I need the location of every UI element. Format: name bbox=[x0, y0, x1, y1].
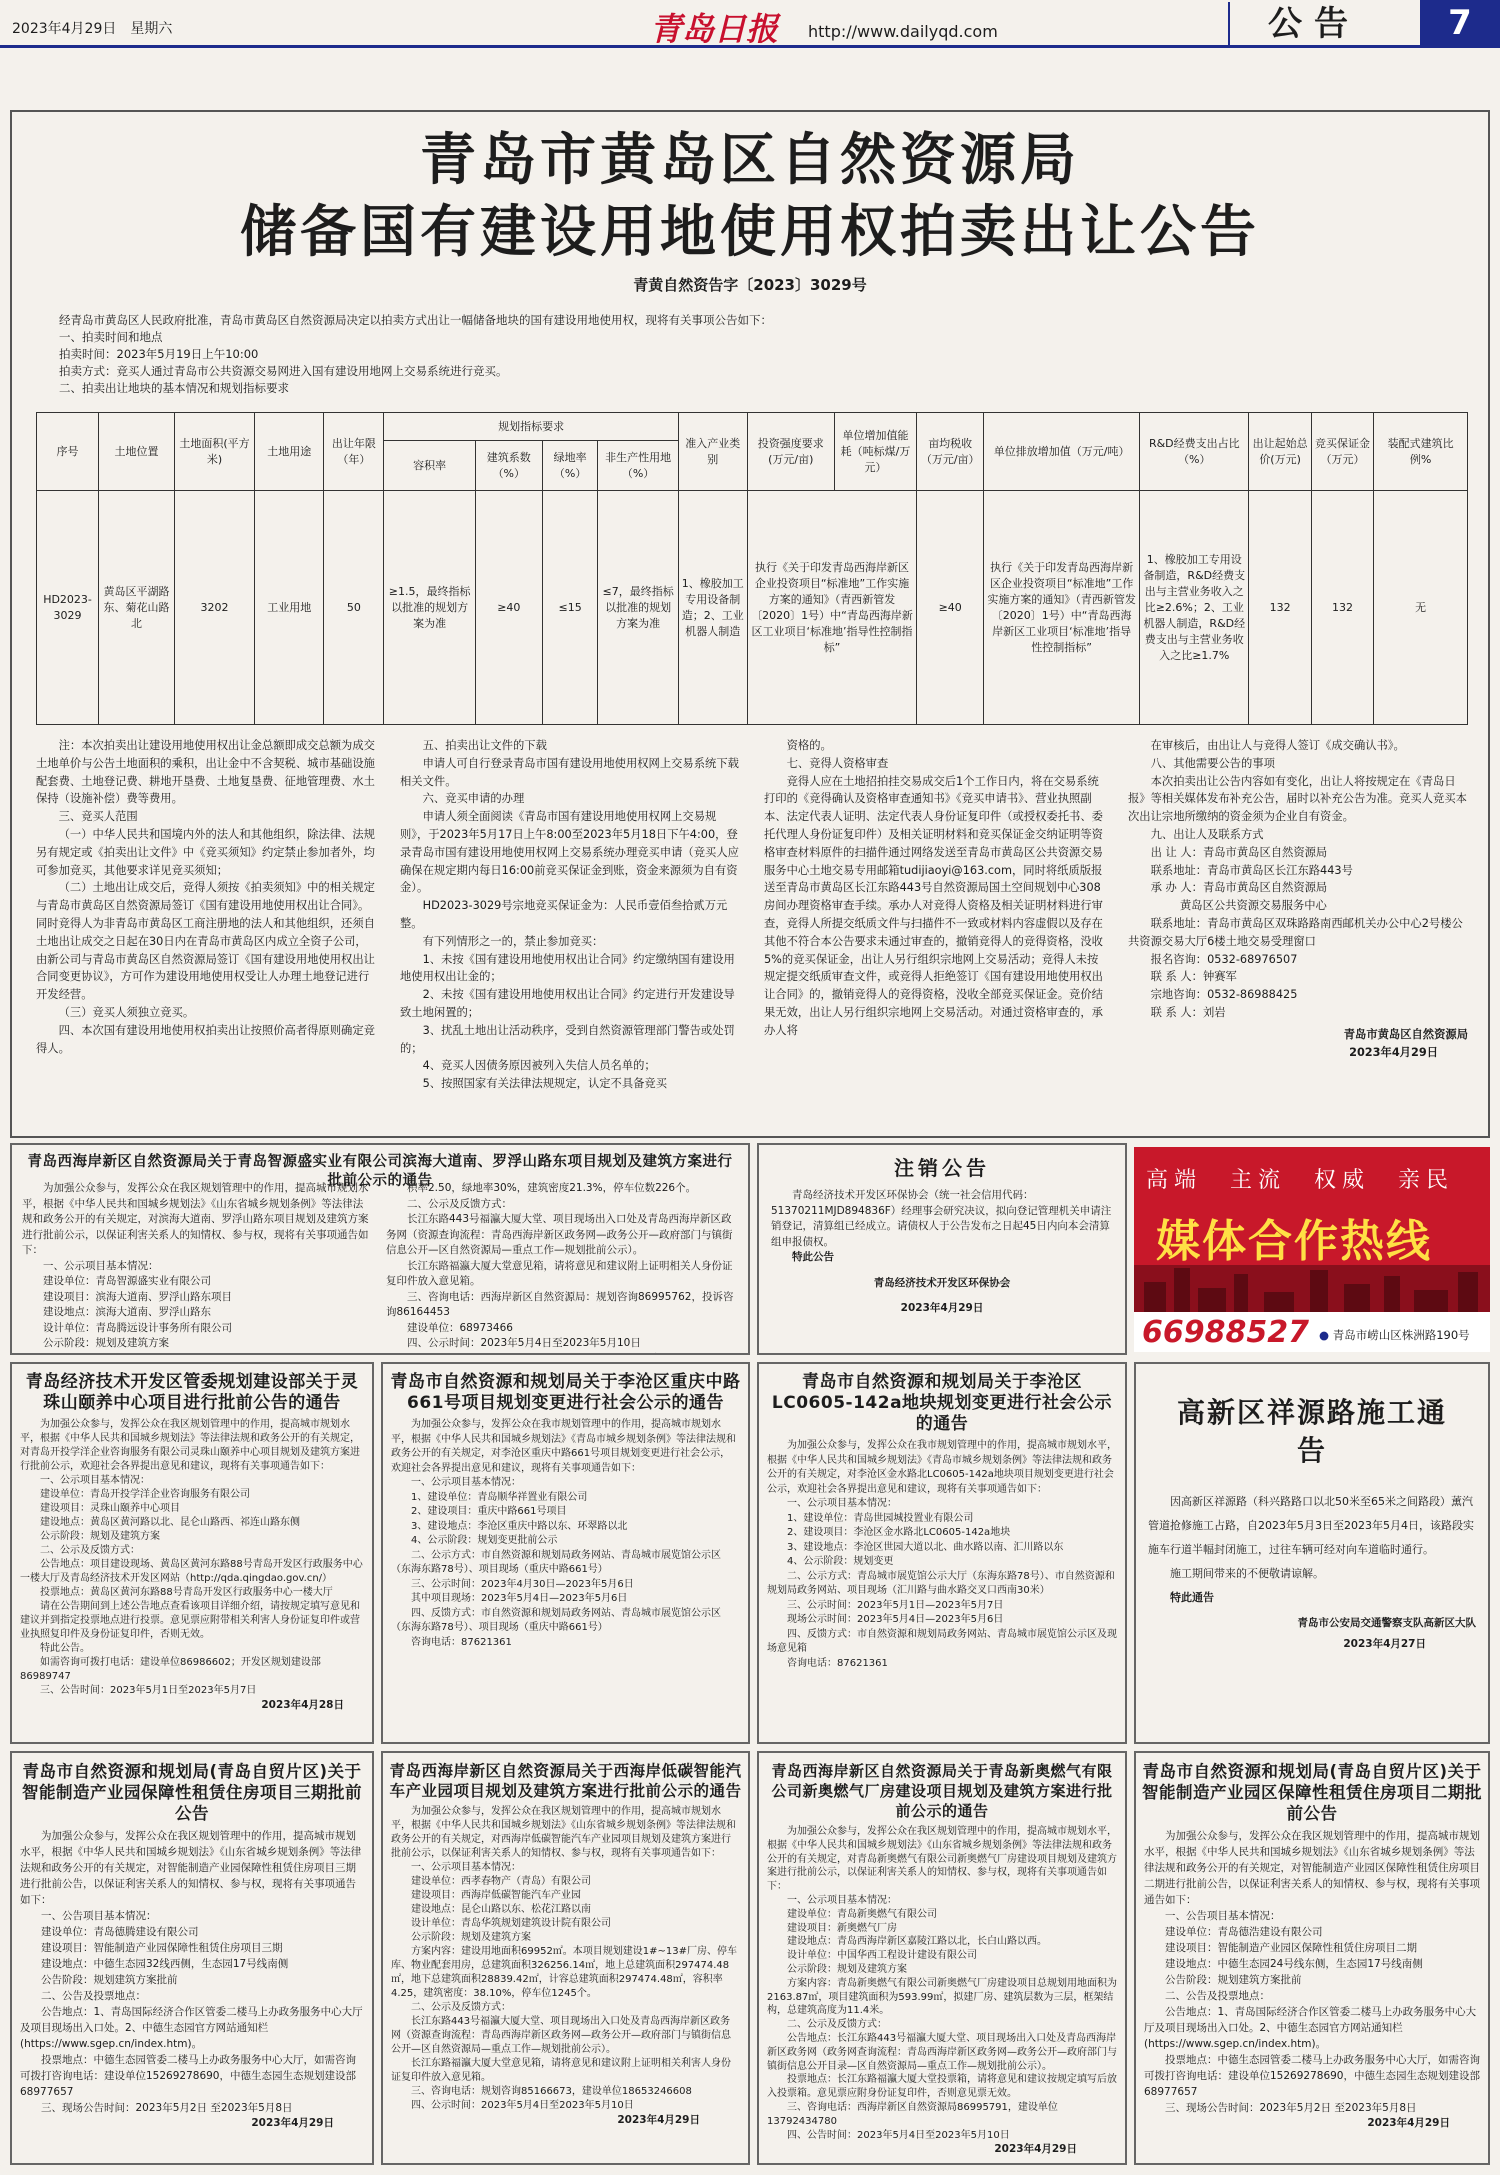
body-paragraph: 注：本次拍卖出让建设用地使用权出让金总额即成交总额为成交土地单价与公告土地面积的乘积，出让金中不含契税、城市基础设施配套费、土地登记费、耕地开垦费、土地复垦费、征地管理费、水土保持（设施补偿）费等费用。 bbox=[36, 739, 375, 806]
notice-low-carbon-auto bbox=[381, 1751, 750, 2165]
table-header: 单位排放增加值（万元/吨） bbox=[984, 413, 1140, 491]
body-paragraph: 二、公示及反馈方式： bbox=[40, 1545, 140, 1556]
table-cell: 1、橡胶加工专用设备制造；2、工业机器人制造 bbox=[678, 491, 747, 725]
notice-body bbox=[1148, 1490, 1476, 1652]
body-paragraph: 有下列情形之一的，禁止参加竞买： bbox=[422, 934, 604, 948]
body-paragraph: 在审核后，由出让人与竞得人签订《成交确认书》。 bbox=[1150, 739, 1405, 752]
media-cooperation-ad[interactable] bbox=[1134, 1147, 1490, 1352]
table-cell: HD2023-3029 bbox=[37, 491, 99, 725]
body-paragraph: 二、公示及反馈方式： bbox=[787, 2019, 887, 2031]
body-paragraph: 四、反馈方式：市自然资源和规划局政务网站、青岛城市展览馆公示区及现场意见箱 bbox=[767, 1628, 1117, 1654]
body-paragraph: 4、公示阶段：规划变更批前公示 bbox=[411, 1535, 558, 1546]
table-header: 土地位置 bbox=[99, 413, 175, 491]
body-paragraph: 建设项目：智能制造产业园区保障性租赁住房项目二期 bbox=[1165, 1942, 1417, 1954]
table-header: 土地用途 bbox=[255, 413, 324, 491]
body-paragraph: 公告地点：项目建设现场、黄岛区黄河东路88号青岛开发区行政服务中心一楼大厅及青岛经济技术开发区网站（http://qda.qingdao.gov.cn/） bbox=[20, 1559, 363, 1584]
table-cell: 132 bbox=[1249, 491, 1311, 725]
body-paragraph: 联系地址：青岛市黄岛区双珠路路南西邮机关办公中心2号楼公共资源交易大厅6楼土地交易受理窗口 bbox=[1128, 916, 1463, 948]
body-paragraph: 黄岛区公共资源交易服务中心 bbox=[1179, 899, 1327, 913]
body-paragraph: 一、公示项目基本情况： bbox=[43, 1259, 159, 1272]
table-header: 出让年限（年） bbox=[324, 413, 384, 491]
body-paragraph: 为加强公众参与，发挥公众在我区规划管理中的作用，提高城市规划水平，根据《中华人民共和国城乡规划法》《山东省城乡规划条例》等法律法规和政务公开的有关规定，对西海岸低碳智能汽车产业园项目规划及建筑方案进行批前公示，以保证利害关系人的知情权、参与权，现将有关事项通告如下： bbox=[391, 1806, 736, 1859]
body-paragraph: 长江东路福瀛大厦大堂意见箱，请将意见和建议附上证明相关人身份证复印件放入意见箱。 bbox=[386, 1259, 733, 1287]
table-header: 竞买保证金（万元） bbox=[1311, 413, 1373, 491]
body-paragraph: 施工期间带来的不便敬请谅解。 bbox=[1170, 1567, 1324, 1580]
body-paragraph: 特此公告 bbox=[792, 1251, 834, 1263]
body-paragraph: 三、咨询电话：西海岸新区自然资源局：规划咨询86995762，投诉咨询86164453 bbox=[386, 1290, 734, 1318]
body-paragraph: 其中项目现场：2023年5月4日—2023年5月6日 bbox=[411, 1593, 628, 1604]
table-header: 序号 bbox=[37, 413, 99, 491]
text-column bbox=[400, 737, 740, 1093]
body-paragraph: 1、未按《国有建设用地使用权出让合同》约定缴纳国有建设用地使用权出让金的； bbox=[400, 952, 735, 984]
body-paragraph: 三、现场公告时间：2023年5月2日 至2023年5月8日 bbox=[41, 2102, 293, 2114]
body-paragraph: 建设单位：西孝春物产（青岛）有限公司 bbox=[411, 1876, 591, 1887]
body-paragraph: 青岛经济技术开发区环保协会（统一社会信用代码：51370211MJD894836F）经理事会研究决议，拟向登记管理机关申请注销登记，清算组已经成立。请债权人于公告发布之日起45日内向本会清算组申报债权。 bbox=[771, 1189, 1112, 1248]
notice-chongqing-road bbox=[381, 1362, 750, 1744]
body-paragraph: 现场公示时间：2023年5月4日—2023年5月6日 bbox=[787, 1614, 1004, 1625]
body-paragraph: 特此通告 bbox=[1170, 1591, 1214, 1604]
body-paragraph: 建设地点：中德生态园32线西侧，生态园17号线南侧 bbox=[41, 1958, 289, 1970]
signature: 青岛市公安局交通警察支队高新区大队 bbox=[1297, 1617, 1476, 1629]
table-row bbox=[37, 491, 1468, 725]
body-paragraph: 设计单位：青岛华筑规划建筑设计院有限公司 bbox=[411, 1918, 611, 1929]
intro-paragraph: 二、拍卖出让地块的基本情况和规划指标要求 bbox=[59, 381, 289, 395]
body-paragraph: 公示阶段：规划及建筑方案 bbox=[40, 1531, 160, 1542]
body-paragraph: 四、反馈方式：市自然资源和规划局政务网站、青岛城市展览馆公示区（东海东路78号）、项目现场（重庆中路661号） bbox=[391, 1607, 721, 1633]
table-header: 绿地率（%） bbox=[542, 441, 598, 491]
body-paragraph: 投票地点：黄岛区黄河东路88号青岛开发区行政服务中心一楼大厅 bbox=[40, 1587, 333, 1598]
body-paragraph: 建设单位：青岛德腾建设有限公司 bbox=[41, 1926, 199, 1938]
notice-title: 青岛西海岸新区自然资源局关于西海岸低碳智能汽车产业园项目规划及建筑方案进行批前公示的通告 bbox=[389, 1762, 742, 1800]
body-paragraph: 公示阶段：规划及建筑方案 bbox=[43, 1337, 169, 1349]
table-header: 准入产业类别 bbox=[678, 413, 747, 491]
body-paragraph: HD2023-3029号宗地竞买保证金为：人民币壹佰叁拾贰万元整。 bbox=[400, 899, 728, 930]
table-cell: 无 bbox=[1374, 491, 1468, 725]
body-paragraph: 建设项目：西海岸低碳智能汽车产业园 bbox=[411, 1890, 581, 1901]
body-paragraph: 四、公示时间：2023年5月4日至2023年5月10日 bbox=[407, 1337, 641, 1349]
notice-housing-phase3 bbox=[10, 1751, 374, 2165]
body-paragraph: 九、出让人及联系方式 bbox=[1150, 827, 1264, 841]
body-paragraph: 二、公告及投票地点： bbox=[41, 1990, 146, 2002]
body-paragraph: 建设地点：滨海大道南、罗浮山路东 bbox=[43, 1306, 211, 1318]
notice-title: 青岛市自然资源和规划局(青岛自贸片区)关于智能制造产业园保障性租赁住房项目三期批前公告 bbox=[22, 1762, 362, 1823]
website-link[interactable]: http://www.dailyqd.com bbox=[808, 22, 998, 41]
notice-body bbox=[20, 1418, 364, 1713]
issue-date: 2023年4月29日 星期六 bbox=[12, 21, 173, 37]
body-paragraph: 六、竞买申请的办理 bbox=[422, 792, 525, 806]
signature-date: 2023年4月29日 bbox=[1349, 1045, 1438, 1059]
body-paragraph: 建设地点：黄岛区黄河路以北、昆仑山路西、祁连山路东侧 bbox=[40, 1517, 300, 1528]
table-cell: 1、橡胶加工专用设备制造，R&D经费支出与主营业务收入之比≥2.6%；2、工业机器人制造，R&D经费支出与主营业务收入之比≥1.7% bbox=[1140, 491, 1249, 725]
body-paragraph: 一、公示项目基本情况： bbox=[787, 1894, 897, 1906]
body-paragraph: 投票地点：长江东路福瀛大厦大堂投票箱，请将意见和建议按规定填写后放入投票箱。意见票应附身份证复印件，否则意见票无效。 bbox=[767, 2074, 1117, 2100]
body-paragraph: 建设项目：智能制造产业园保障性租赁住房项目三期 bbox=[41, 1942, 283, 1954]
table-header: 装配式建筑比例% bbox=[1374, 413, 1468, 491]
body-paragraph: 一、公示项目基本情况： bbox=[787, 1498, 897, 1509]
table-header: 非生产性用地（%） bbox=[598, 441, 678, 491]
table-header: 单位增加值能耗（吨标煤/万元） bbox=[834, 413, 916, 491]
body-paragraph: 公告地点：1、青岛国际经济合作区管委二楼马上办政务服务中心大厅及项目现场出入口处。2、中德生态园官方网站通知栏(https://www.sgep.cn/index.htm)。 bbox=[20, 2006, 363, 2050]
notice-date bbox=[386, 1352, 736, 1356]
body-paragraph: 建设地点：青岛西海岸新区嘉陵江路以北，长白山路以西。 bbox=[787, 1936, 1047, 1948]
body-paragraph: 四、公告时间：2023年5月4日至2023年5月10日 bbox=[787, 2129, 1010, 2141]
land-spec-table bbox=[36, 412, 1468, 725]
body-paragraph: 承 办 人：青岛市黄岛区自然资源局 bbox=[1150, 881, 1328, 895]
signature: 青岛经济技术开发区环保协会 bbox=[873, 1276, 1011, 1289]
notice-body bbox=[767, 1825, 1117, 2157]
notice-title: 注销公告 bbox=[894, 1156, 990, 1180]
body-paragraph: 1、建设单位：青岛世园城投置业有限公司 bbox=[787, 1512, 974, 1524]
body-paragraph: 本次拍卖出让公告内容如有变化，出让人将按规定在《青岛日报》等相关媒体发布补充公告，届时以补充公告为准。竞买人竞买本次出让宗地所缴纳的资金须为企业自有资金。 bbox=[1128, 774, 1467, 824]
ad-phone[interactable]: 66988527 bbox=[1142, 1315, 1309, 1350]
body-paragraph: 公告阶段：规划建筑方案批前 bbox=[41, 1974, 178, 1986]
body-paragraph: 报名咨询：0532-68976507 bbox=[1150, 952, 1298, 966]
notice-lc0605 bbox=[757, 1362, 1127, 1744]
table-header: 规划指标要求 bbox=[384, 413, 678, 441]
body-paragraph: 为加强公众参与，发挥公众在我市规划管理中的作用，提高城市规划水平，根据《中华人民共和国城乡规划法》《青岛市城乡规划条例》等法律法规和政务公开的有关规定，对李沧区金水路北LC0605-142a地块项目规划变更进行社会公示，欢迎社会各界提出意见和建议，现将有关事项通告如下： bbox=[767, 1440, 1117, 1495]
body-paragraph: 联系地址：青岛市黄岛区长江东路443号 bbox=[1150, 863, 1353, 877]
body-paragraph: 为加强公众参与，发挥公众在我区规划管理中的作用，提高城市规划水平，根据《中华人民共和国城乡规划法》《山东省城乡规划条例》等法律法规和政务公开的有关规定，对智能制造产业园保障性租赁住房项目三期进行批前公告，以保证利害关系人的知情权、参与权，现将有关事项通告如下： bbox=[20, 1830, 362, 1906]
page-number: 7 bbox=[1420, 0, 1500, 46]
table-cell: ≥40 bbox=[475, 491, 542, 725]
body-paragraph: 四、本次国有建设用地使用权拍卖出让按照价高者得原则确定竞得人。 bbox=[36, 1023, 375, 1055]
notice-housing-phase2 bbox=[1134, 1751, 1490, 2165]
table-header: 投资强度要求(万元/亩) bbox=[747, 413, 834, 491]
body-paragraph: 方案内容：建设用地面积69952㎡。本项目规划建设1#~13#厂房、停车库、物业配套用房，总建筑面积326256.14㎡，地上总建筑面积297474.48㎡，地下总建筑面积28839.42㎡，计容总建筑面积297474.48㎡，容积率4.25，建筑密度：38.10%，停车位1245个。 bbox=[391, 1946, 738, 1999]
body-paragraph: 建设单位：青岛新奥燃气有限公司 bbox=[787, 1908, 937, 1920]
body-paragraph: 三、咨询电话：西海岸新区自然资源局86995791，建设单位13792434780 bbox=[767, 2101, 1058, 2127]
notice-column bbox=[386, 1181, 736, 1355]
notice-date: 2023年4月29日 bbox=[900, 1301, 984, 1314]
intro-paragraph: 经青岛市黄岛区人民政府批准，青岛市黄岛区自然资源局决定以拍卖方式出让一幅储备地块的国有建设用地使用权，现将有关事项公告如下： bbox=[59, 313, 772, 327]
body-paragraph: 为加强公众参与，发挥公众在我区规划管理中的作用，提高城市规划水平，根据《中华人民共和国城乡规划法》《山东省城乡规划条例》等法律法规和政务公开的有关规定，对滨海大道南、罗浮山路东项目规划及建筑方案进行批前公示，以保证利害关系人的知情权、参与权，现将有关事项通告如下： bbox=[22, 1182, 369, 1256]
body-paragraph: 2、未按《国有建设用地使用权出让合同》约定进行开发建设导致土地闲置的； bbox=[400, 988, 735, 1019]
body-paragraph: 公告阶段：规划建筑方案批前 bbox=[1165, 1974, 1302, 1986]
notice-date: 2023年4月29日 bbox=[1367, 2117, 1450, 2129]
body-paragraph: 2、建设项目：重庆中路661号项目 bbox=[411, 1506, 567, 1517]
notice-date: 2023年4月28日 bbox=[261, 1699, 344, 1711]
body-paragraph: 建设地点：中德生态园24号线东侧，生态园17号线南侧 bbox=[1165, 1958, 1423, 1970]
land-auction-notice bbox=[10, 110, 1490, 1138]
notice-body bbox=[20, 1828, 364, 2131]
body-paragraph: 竞得人应在土地招拍挂交易成交后1个工作日内，将在交易系统打印的《竞得确认及资格审查通知书》《竞买申请书》、营业执照副本、法定代表人证明、法定代表人身份证复印件（或授权委托书、委托代理人身份证复印件）及相关证明材料和竞买保证金交纳证明等资格审查材料原件的扫描件通过网络发送至青岛市黄岛区公共资源交易服务中心土地交易专用邮箱tudijiaoyi@163.com，同时将纸质版报送至青岛市黄岛区长江东路443号自然资源局国土空间规划中心308房间办理资格审查手续。承办人对竞得人资格及相关证明材料进行审查，竞得人所提交纸质文件与扫描件不一致或材料内容虚假以及存在其他不符合本公告要求未通过审查的，撤销竞得人的竞得资格，没收5%的竞买保证金，出让人另行组织宗地网上交易活动；竞得人未按规定提交纸质审查文件，或竞得人拒绝签订《国有建设用地使用权出让合同》的，撤销竞得人的竞得资格，没收全部竞买保证金。竞价结果无效，出让人另行组织宗地网上交易活动。对通过资格审查的，承办人将 bbox=[764, 774, 1103, 1037]
notice-body bbox=[391, 1418, 740, 1650]
body-paragraph: 为加强公众参与，发挥公众在我市规划管理中的作用，提高城市规划水平，根据《中华人民共和国城乡规划法》《青岛市城乡规划条例》等法律法规和政务公开的有关规定，对李沧区重庆中路661号项目规划变更进行社会公示，欢迎社会各界提出意见和建议，现将有关事项通告如下： bbox=[391, 1419, 736, 1474]
body-paragraph: 一、公示项目基本情况： bbox=[411, 1862, 521, 1873]
body-paragraph: 三、咨询电话：规划咨询85166673，建设单位18653246608 bbox=[411, 2086, 692, 2097]
body-paragraph: 二、公示及反馈方式： bbox=[411, 2002, 511, 2013]
body-paragraph: 1、建设单位：青岛顺华祥置业有限公司 bbox=[411, 1491, 588, 1503]
section-name: 公告 bbox=[1228, 2, 1398, 46]
table-cell: ≥40 bbox=[917, 491, 984, 725]
body-paragraph: 二、公示及反馈方式： bbox=[407, 1197, 512, 1210]
location-pin-icon: ● bbox=[1319, 1328, 1330, 1342]
notice-intro bbox=[36, 312, 1476, 397]
body-paragraph: 方案内容：青岛新奥燃气有限公司新奥燃气厂房建设项目总规划用地面积为2163.87㎡，项目建筑面积为593.99㎡，拟建厂房、建筑层数为三层，框架结构，总建筑高度为11.4米。 bbox=[767, 1977, 1117, 2017]
body-paragraph: 3、扰乱土地出让活动秩序，受到自然资源管理部门警告或处罚的； bbox=[400, 1023, 735, 1055]
table-cell: 3202 bbox=[174, 491, 254, 725]
body-paragraph: 长江东路443号福瀛大厦大堂、项目现场出入口处及青岛西海岸新区政务网（资源查询流程：青岛西海岸新区政务网—政务公开—政府部门与镇街信息公开—区自然资源局—重点工作—规划批前公示）。 bbox=[391, 2016, 731, 2055]
skyline-graphic bbox=[1134, 1265, 1490, 1312]
notice-title: 青岛市自然资源和规划局关于李沧区LC0605-142a地块规划变更进行社会公示的通告 bbox=[771, 1372, 1113, 1434]
table-cell: 工业用地 bbox=[255, 491, 324, 725]
table-header: 建筑系数（%） bbox=[475, 441, 542, 491]
notice-date: 2023年4月27日 bbox=[1343, 1638, 1426, 1650]
notice-title: 青岛经济技术开发区管委规划建设部关于灵珠山颐养中心项目进行批前公告的通告 bbox=[25, 1372, 359, 1413]
body-paragraph: 二、公告及投票地点： bbox=[1165, 1990, 1270, 2002]
body-paragraph: 建设项目：新奥燃气厂房 bbox=[787, 1922, 897, 1934]
ad-address bbox=[1319, 1327, 1470, 1343]
body-paragraph: 公告地点：1、青岛国际经济合作区管委二楼马上办政务服务中心大厅及项目现场出入口处。2、中德生态园官方网站通知栏(https://www.sgep.cn/index.htm)。 bbox=[1144, 2006, 1477, 2050]
body-paragraph: 请在公告期间到上述公告地点查看该项目详细介绍，请按规定填写意见和建议并到指定投票地点进行投票。意见票应附带相关利害人身份证复印件或营业执照复印件及身份证复印件，否则无效。 bbox=[20, 1601, 360, 1640]
notice-body bbox=[771, 1188, 1113, 1316]
notice-date: 2023年4月29日 bbox=[617, 2114, 700, 2126]
newspaper-logo: 青岛日报 bbox=[650, 10, 779, 48]
intro-paragraph: 拍卖时间：2023年5月19日上午10:00 bbox=[59, 347, 259, 361]
table-cell: ≤15 bbox=[542, 491, 598, 725]
body-paragraph: 三、竞买人范围 bbox=[58, 810, 138, 824]
body-paragraph: 长江东路443号福瀛大厦大堂、项目现场出入口处及青岛西海岸新区政务网（资源查询流程：青岛西海岸新区政务网—政务公开—政府部门与镇街信息公开—区自然资源局—重点工作—规划批前公示）。 bbox=[386, 1213, 733, 1256]
notice-xiangyuan-road bbox=[1134, 1362, 1490, 1744]
table-header: 出让起始总价(万元) bbox=[1249, 413, 1311, 491]
notice-column bbox=[22, 1181, 372, 1355]
table-cell: 执行《关于印发青岛西海岸新区企业投资项目“标准地”工作实施方案的通知》（青西新管发〔2020〕1号）中“青岛西海岸新区工业项目‘标准地’指导性控制指标” bbox=[747, 491, 916, 725]
notice-lingzhushan bbox=[10, 1362, 374, 1744]
body-paragraph: （三）竞买人须独立竞买。 bbox=[58, 1005, 195, 1019]
body-paragraph: 建设单位：青岛智源盛实业有限公司 bbox=[43, 1275, 211, 1287]
body-paragraph: （一）中华人民共和国境内外的法人和其他组织，除法律、法规另有规定或《拍卖出让文件》中《竞买须知》约定禁止参加者外，均可参加竞买，其他要求详见竞买须知； bbox=[36, 827, 375, 877]
body-paragraph: 建设单位：68973466 bbox=[407, 1321, 513, 1334]
body-paragraph: 联 系 人：钟赛军 bbox=[1150, 970, 1237, 984]
body-paragraph: 资格的。 bbox=[786, 739, 832, 752]
table-header: R&D经费支出占比（%） bbox=[1140, 413, 1249, 491]
body-paragraph: 公告地点：长江东路443号福瀛大厦大堂、项目现场出入口处及青岛西海岸新区政务网（政务网查询流程：青岛西海岸新区政务网—政务公开—政府部门与镇街信息公开目录—区自然资源局—重点工作—规划批前公示）。 bbox=[767, 2032, 1117, 2072]
body-paragraph: 投票地点：中德生态园管委二楼马上办政务服务中心大厅，如需咨询可拨打咨询电话：建设单位15269278690，中德生态园生态规划建设部68977657 bbox=[20, 2054, 356, 2098]
document-number: 青黄自然资告字〔2023〕3029号 bbox=[633, 276, 867, 294]
body-paragraph: 为加强公众参与，发挥公众在我区规划管理中的作用，提高城市规划水平，根据《中华人民共和国城乡规划法》《山东省城乡规划条例》等法律法规和政务公开的有关规定，对青岛新奥燃气有限公司新奥燃气厂房建设项目规划及建筑方案进行批前公示，以保证利害关系人的知情权、参与权，现将有关事项通告如下： bbox=[767, 1826, 1117, 1893]
notice-deregistration bbox=[757, 1143, 1127, 1355]
body-paragraph: 特此公告。 bbox=[40, 1643, 90, 1654]
notice-title: 高新区祥源路施工通告 bbox=[1176, 1396, 1447, 1467]
body-paragraph: 三、公示时间：2023年5月1日—2023年5月7日 bbox=[787, 1599, 1004, 1611]
notice-date: 2023年4月29日 bbox=[994, 2143, 1077, 2156]
table-cell: 执行《关于印发青岛西海岸新区企业投资项目“标准地”工作实施方案的通知》（青西新管发〔2020〕1号）中“青岛西海岸新区工业项目‘标准地’指导性控制指标” bbox=[984, 491, 1140, 725]
body-paragraph: 2、建设项目：李沧区金水路北LC0605-142a地块 bbox=[787, 1527, 1011, 1538]
body-paragraph: 4、公示阶段：规划变更 bbox=[787, 1556, 894, 1567]
notice-body bbox=[1144, 1828, 1480, 2131]
body-paragraph: 三、公示时间：2023年4月30日—2023年5月6日 bbox=[411, 1578, 634, 1590]
table-cell: ≤7，最终指标以批准的规划方案为准 bbox=[598, 491, 678, 725]
intro-paragraph: 拍卖方式：竞买人通过青岛市公共资源交易网进入国有建设用地网上交易系统进行竞买。 bbox=[59, 364, 508, 378]
body-paragraph: 一、公告项目基本情况： bbox=[1165, 1910, 1281, 1922]
table-cell: 黄岛区平湖路东、菊花山路北 bbox=[99, 491, 175, 725]
body-paragraph: 设计单位：青岛腾远设计事务所有限公司 bbox=[43, 1321, 232, 1334]
notice-body bbox=[36, 737, 1468, 1132]
notice-date: 2023年4月29日 bbox=[251, 2117, 334, 2129]
body-paragraph: 因高新区祥源路（科兴路路口以北50米至65米之间路段）薰汽管道抢修施工占路，自2023年5月3日至2023年5月4日，该路段实施车行道半幅封闭施工，过往车辆可经对向车道临时通行。 bbox=[1148, 1495, 1474, 1556]
table-cell: ≥1.5，最终指标以批准的规划方案为准 bbox=[384, 491, 475, 725]
body-paragraph: 4、竞买人因债务原因被列入失信人员名单的； bbox=[422, 1059, 656, 1073]
body-paragraph: 八、其他需要公告的事项 bbox=[1150, 756, 1275, 770]
body-paragraph: 3、建设地点：李沧区世园大道以北、曲水路以南、汇川路以东 bbox=[787, 1541, 1064, 1553]
text-column bbox=[764, 737, 1104, 1040]
body-paragraph: 积率2.50，绿地率30%，建筑密度21.3%，停车位数226个。 bbox=[407, 1182, 697, 1194]
body-paragraph: 建设项目：滨海大道南、罗浮山路东项目 bbox=[43, 1290, 232, 1303]
notice-title: 青岛西海岸新区自然资源局关于青岛新奥燃气有限公司新奥燃气厂房建设项目规划及建筑方案进行批前公示的通告 bbox=[771, 1762, 1113, 1820]
body-paragraph: 一、公示项目基本情况： bbox=[411, 1477, 521, 1488]
address-text: 青岛市崂山区株洲路190号 bbox=[1332, 1328, 1470, 1342]
body-paragraph: 三、现场公告时间：2023年5月2日 至2023年5月8日 bbox=[1165, 2102, 1417, 2114]
notice-zhiyuansheng bbox=[10, 1143, 750, 1355]
table-header: 容积率 bbox=[384, 441, 475, 491]
body-paragraph: 咨询电话：87621361 bbox=[411, 1636, 512, 1648]
ad-hotline-title: 媒体合作热线 bbox=[1156, 1216, 1432, 1267]
body-paragraph: 申请人须全面阅读《青岛市国有建设用地使用权网上交易规则》，于2023年5月17日上午8:00至2023年5月18日下午4:00，登录青岛市国有建设用地使用权网上交易系统办理竞买申请（竞买人应确保在规定期内每日16:00前竞买保证金到账，资金来源须为自有资金）。 bbox=[400, 810, 739, 895]
intro-paragraph: 一、拍卖时间和地点 bbox=[59, 330, 163, 344]
body-paragraph: 四、公示时间：2023年5月4日至2023年5月10日 bbox=[411, 2100, 634, 2111]
body-paragraph: 宗地咨询：0532-86988425 bbox=[1150, 988, 1298, 1002]
body-paragraph: 长江东路福瀛大厦大堂意见箱，请将意见和建议附上证明相关利害人身份证复印件放入意见箱。 bbox=[391, 2058, 731, 2083]
notice-title-line2: 储备国有建设用地使用权拍卖出让公告 bbox=[240, 200, 1260, 265]
body-paragraph: 一、公示项目基本情况： bbox=[40, 1475, 150, 1486]
table-header: 土地面积(平方米) bbox=[174, 413, 254, 491]
body-paragraph: 公示阶段：规划及建筑方案 bbox=[411, 1932, 531, 1943]
body-paragraph: 联 系 人：刘岩 bbox=[1150, 1005, 1226, 1019]
body-paragraph: 5、按照国家有关法律法规规定，认定不具备竞买 bbox=[422, 1077, 668, 1091]
body-paragraph: 咨询电话：87621361 bbox=[787, 1657, 888, 1669]
body-paragraph: 投票地点：中德生态园管委二楼马上办政务服务中心大厅，如需咨询可拨打咨询电话：建设单位15269278690，中德生态园生态规划建设部68977657 bbox=[1144, 2054, 1480, 2098]
body-paragraph: 三、公告时间：2023年5月1日至2023年5月7日 bbox=[40, 1685, 257, 1696]
body-paragraph: 建设单位：青岛德浩建设有限公司 bbox=[1165, 1926, 1323, 1938]
body-paragraph: 公示阶段：规划及建筑方案 bbox=[787, 1963, 907, 1975]
notice-title-line1: 青岛市黄岛区自然资源局 bbox=[420, 128, 1080, 193]
text-column bbox=[36, 737, 376, 1057]
body-paragraph: 一、公告项目基本情况： bbox=[41, 1910, 157, 1922]
text-column bbox=[1128, 737, 1468, 1061]
notice-title: 青岛西海岸新区自然资源局关于青岛智源盛实业有限公司滨海大道南、罗浮山路东项目规划及建筑方案进行批前公示的通告 bbox=[27, 1154, 733, 1189]
body-paragraph: 二、公示方式：青岛城市展览馆公示大厅（东海东路78号）、市自然资源和规划局政务网站、项目现场（汇川路与曲水路交叉口西南30米） bbox=[767, 1570, 1115, 1596]
body-paragraph: 为加强公众参与，发挥公众在我区规划管理中的作用，提高城市规划水平，根据《中华人民共和国城乡规划法》等法律法规和政务公开的有关规定，对青岛开投学洋企业咨询服务有限公司灵珠山颐养中心项目规划及建筑方案进行批前公示，欢迎社会各界提出意见和建议，现将有关事项通告如下： bbox=[20, 1419, 360, 1472]
page-header bbox=[0, 0, 1500, 48]
body-paragraph: 3、建设地点：李沧区重庆中路以东、环翠路以北 bbox=[411, 1520, 628, 1532]
body-paragraph: 建设项目：灵珠山颐养中心项目 bbox=[40, 1503, 180, 1514]
table-cell: 132 bbox=[1311, 491, 1373, 725]
body-paragraph: 为加强公众参与，发挥公众在我区规划管理中的作用，提高城市规划水平，根据《中华人民共和国城乡规划法》《山东省城乡规划条例》等法律法规和政务公开的有关规定，对智能制造产业园区保障性租赁住房项目二期进行批前公告，以保证利害关系人的知情权、参与权，现将有关事项通告如下： bbox=[1144, 1830, 1480, 1906]
body-paragraph: 出 让 人：青岛市黄岛区自然资源局 bbox=[1150, 845, 1328, 859]
table-cell: 50 bbox=[324, 491, 384, 725]
notice-body bbox=[391, 1805, 740, 2128]
notice-body bbox=[767, 1439, 1117, 1671]
body-paragraph: 七、竞得人资格审查 bbox=[786, 756, 889, 770]
notice-title: 青岛市自然资源和规划局关于李沧区重庆中路661号项目规划变更进行社会公示的通告 bbox=[390, 1372, 741, 1413]
body-paragraph: 建设地点：昆仑山路以东、松花江路以南 bbox=[411, 1904, 591, 1915]
body-paragraph: （二）土地出让成交后，竞得人须按《拍卖须知》中的相关规定与青岛市黄岛区自然资源局签订《国有建设用地使用权出让合同》。同时竞得人为非青岛市黄岛区工商注册地的法人和其他组织，还须自土地出让成交之日起在30日内在青岛市黄岛区内成立全资子公司，由新公司与青岛市黄岛区自然资源局签订《国有建设用地使用权出让合同变更协议》，方可作为建设用地使用权受让人办理土地登记进行开发经营。 bbox=[36, 881, 375, 1002]
signature: 青岛市黄岛区自然资源局 bbox=[1343, 1027, 1468, 1041]
notice-title: 青岛市自然资源和规划局(青岛自贸片区)关于智能制造产业园区保障性租赁住房项目二期批前公告 bbox=[1142, 1762, 1482, 1823]
notice-xinao-gas bbox=[757, 1751, 1127, 2165]
body-paragraph: 设计单位：中国华西工程设计建设有限公司 bbox=[787, 1950, 977, 1962]
body-paragraph bbox=[22, 1352, 372, 1356]
body-paragraph: 申请人可自行登录青岛市国有建设用地使用权网上交易系统下载相关文件。 bbox=[400, 756, 739, 788]
table-header: 亩均税收（万元/亩） bbox=[917, 413, 984, 491]
body-paragraph: 如需咨询可拨打电话：建设单位86986602；开发区规划建设部86989747 bbox=[20, 1657, 321, 1682]
body-paragraph: 五、拍卖出让文件的下载 bbox=[422, 739, 547, 752]
body-paragraph: 二、公示方式：市自然资源和规划局政务网站、青岛城市展览馆公示区（东海东路78号）、项目现场（重庆中路661号） bbox=[391, 1549, 721, 1575]
ad-headline: 高端 主流 权威 亲民 bbox=[1146, 1168, 1455, 1193]
body-paragraph: 建设单位：青岛开投学洋企业咨询服务有限公司 bbox=[40, 1489, 250, 1500]
